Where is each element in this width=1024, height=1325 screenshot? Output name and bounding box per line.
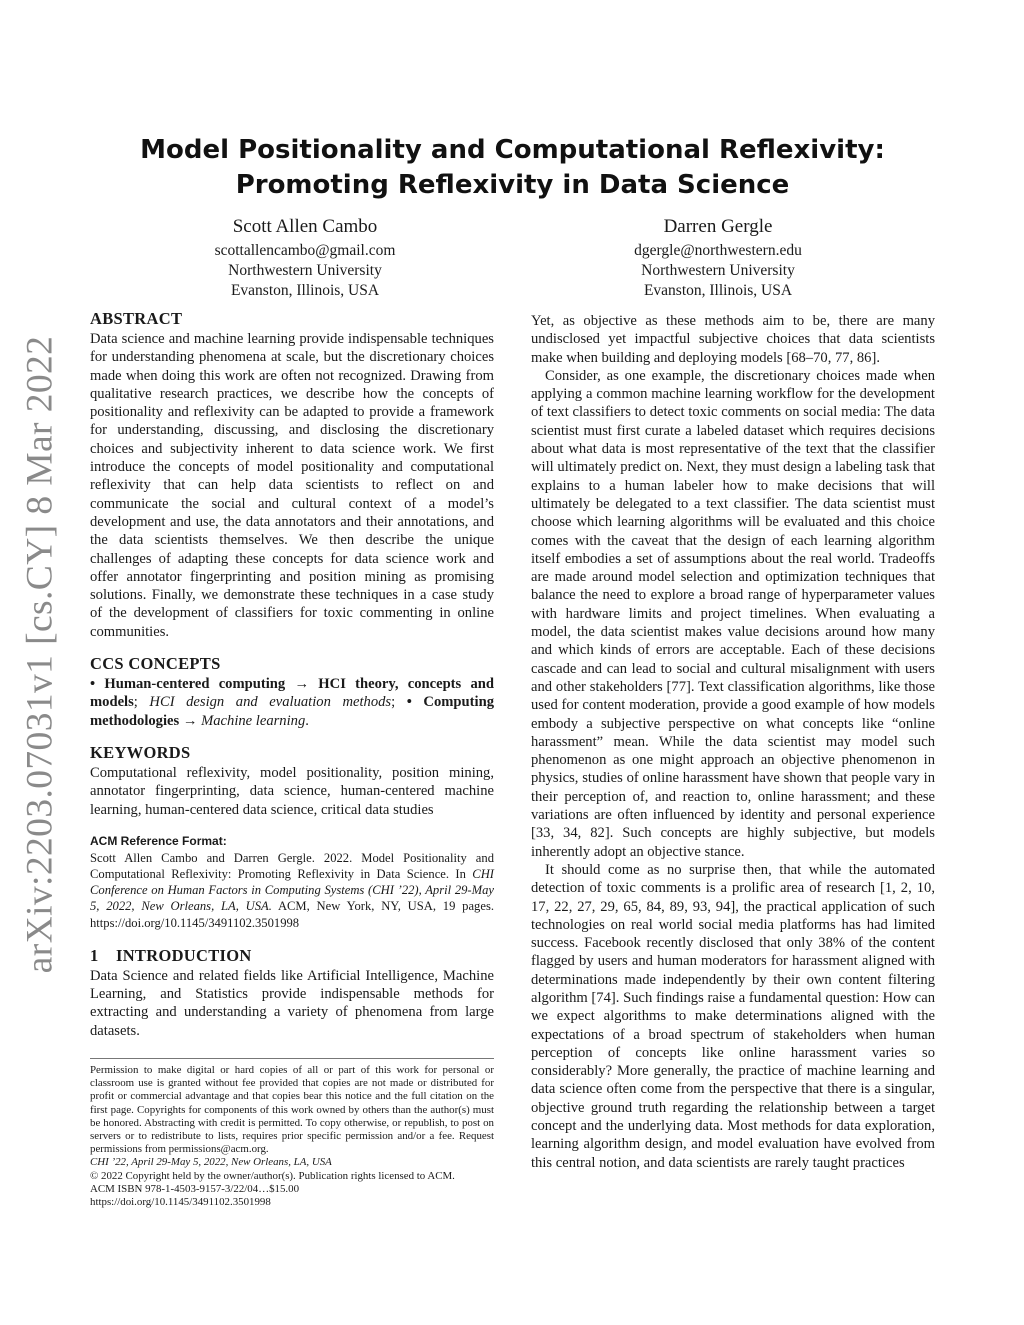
copyright-line: © 2022 Copyright held by the owner/author(s). Publication rights licensed to ACM. bbox=[90, 1169, 455, 1182]
conference-line: CHI ’22, April 29-May 5, 2022, New Orleans, LA, USA bbox=[90, 1156, 332, 1169]
ccs-arrow: → bbox=[294, 676, 310, 693]
ccs-bullet-2: • Computing methodologies bbox=[90, 694, 494, 729]
ccs-concepts: • Human-centered computing → HCI theory, concepts and models; HCI design and evaluation methods; • Computing methodologies → Machine learning. bbox=[90, 676, 494, 729]
ccs-concept-1b: HCI design and evaluation methods bbox=[149, 694, 392, 711]
author-name: Scott Allen Cambo bbox=[232, 216, 378, 237]
right-column bbox=[531, 312, 935, 1172]
author-block-1 bbox=[140, 215, 470, 301]
body-paragraph-3: It should come as no surprise then, that while the automated detection of toxic comments is a prolific area of research [1, 2, 10, 17, 22, 27, 29, 65, 84, 89, 93, 94], the practical application of such technologies on real world social media platforms has had limited success. Facebook recently disclosed that only 38% of the content flagged by users and human moderators for harassment aligned with determinations made independently by their own content filtering algorithm [74]. Such findings raise a fundamental question: How can we expect algorithms to make determinations aligned with the expectations of a broad spectrum of stakeholders when human perception of concepts like online harassment varies so considerably? More generally, the practice of machine learning and data science often come from the perspective that there is a singular, objective ground truth regarding the relationship between a target concept and the underlying data. Most methods for data exploration, learning algorithm design, and model evaluation have evolved from this central notion, and data scientists are rarely taught practices bbox=[531, 861, 935, 1171]
author-email[interactable]: scottallencambo@gmail.com bbox=[214, 242, 396, 259]
ccs-concept-2: Machine learning bbox=[201, 712, 306, 729]
author-name: Darren Gergle bbox=[663, 216, 773, 237]
ccs-arrow: → bbox=[182, 712, 198, 729]
ccs-bullet-1: • Human-centered computing bbox=[90, 676, 286, 693]
abstract-heading: ABSTRACT bbox=[90, 309, 183, 328]
abstract-text: Data science and machine learning provide indispensable techniques for understanding phenomena at scale, but the discretionary choices made when doing this work are often not recognized. Drawing from qualitative research practices, we describe how the concepts of positionality and reflexivity can be adapted to provide a framework for understanding, discussing, and disclosing the discretionary choices and subjectivity inherent to data science work. We first introduce the concepts of model positionality and computational reflexivity that can help data scientists to reflect on and communicate the social and cultural context of a model’s development and use, the data annotators and their annotations, and the data scientists themselves. We then describe the unique challenges of adapting these concepts for data science work and offer annotator fingerprinting and position mining as promising solutions. Finally, we demonstrate these techniques in a case study of the development of classifiers for toxic commenting in online communities. bbox=[90, 331, 494, 640]
left-column bbox=[90, 308, 494, 1209]
author-block-2 bbox=[553, 215, 883, 301]
introduction-paragraph: Data Science and related fields like Artificial Intelligence, Machine Learning, and Statistics provide indispensable methods for extracting and understanding a variety of phenomena from large datasets. bbox=[90, 967, 494, 1039]
permission-notice: Permission to make digital or hard copies of all or part of this work for personal or classroom use is granted without fee provided that copies are not made or distributed for profit or commercial advantage and that copies bear this notice and the full citation on the first page. Copyrights for components of this work owned by others than the author(s) must be honored. Abstracting with credit is permitted. To copy otherwise, or republish, to post on servers or to redistribute to lists, requires prior specific permission and/or a fee. Request permissions from permissions@acm.org. bbox=[90, 1064, 494, 1156]
section-number: 1 bbox=[90, 945, 99, 965]
ccs-heading: CCS CONCEPTS bbox=[90, 654, 221, 674]
body-paragraph-2: Consider, as one example, the discretionary choices made when applying a common machine learning workflow for the development of text classifiers to detect toxic comments on social media: The data scientist must first curate a labeled dataset which requires decisions about what data is most representative of the text that the classifier will ultimately predict on. Next, they must design a labeling task that explains to a human labeler how to make decisions that will ultimately be delegated to a text classifier. The data scientist must choose which learning algorithms will be evaluated and this choice comes with the caveat that the design of each learning algorithm itself embodies a set of assumptions about the real world. Tradeoffs are made around model selection and optimization techniques that balance the need to explore a broad range of hyperparameter values with hardware limits and project timelines. When evaluating a model, the data scientist makes value decisions around how many and which kinds of errors are acceptable. Each of these decisions cascade and can lead to social and cultural misalignment with users and other stakeholders [77]. Text classification algorithms, like those used for content moderation, provide a good example of how models embody a subjective perspective on what concepts like “online harassment” mean. While the data scientist may model such phenomenon as one might approach an objective phenomenon in physics, studies of online harassment have shown that people vary in their perception of, and reaction to, online harassment; and these variations are often influenced by identity and personal experience [33, 34, 82]. Such concepts are highly subjective, but models inherently adopt an objective stance. bbox=[531, 367, 935, 860]
acm-reference-venue: CHI Conference on Human Factors in Computing Systems (CHI ’22), April 29-May 5, 2022, New Orleans, LA, USA. bbox=[90, 867, 494, 914]
keywords-text: Computational reflexivity, model positionality, position mining, annotator fingerprinting, data science, human-centered machine learning, human-centered data science, critical data studies bbox=[90, 764, 494, 818]
author-email[interactable]: dgergle@northwestern.edu bbox=[634, 242, 802, 259]
arxiv-identifier-text: arXiv:2203.07031v1 [cs.CY] 8 Mar 2022 bbox=[19, 335, 61, 973]
keywords-heading: KEYWORDS bbox=[90, 742, 191, 762]
author-location: Evanston, Illinois, USA bbox=[643, 282, 793, 299]
author-location: Evanston, Illinois, USA bbox=[230, 282, 380, 299]
body-paragraph-1: Yet, as objective as these methods aim to be, there are many undisclosed yet impactful subjective choices that data scientists make when building and deploying models [68–70, 77, 86]. bbox=[531, 313, 935, 366]
acm-reference-heading: ACM Reference Format: bbox=[90, 833, 227, 848]
introduction-heading: 1 INTRODUCTION bbox=[90, 945, 252, 965]
footer-divider bbox=[90, 1058, 494, 1059]
author-affiliation: Northwestern University bbox=[228, 262, 382, 279]
author-affiliation: Northwestern University bbox=[641, 262, 795, 279]
ccs-concept-1: HCI theory, concepts and models bbox=[90, 676, 494, 711]
paper-title: Model Positionality and Computational Reflexivity: Promoting Reflexivity in Data Science bbox=[140, 135, 885, 200]
arxiv-identifier bbox=[18, 335, 62, 973]
isbn-line: ACM ISBN 978-1-4503-9157-3/22/04…$15.00 bbox=[90, 1182, 300, 1195]
doi-link[interactable]: https://doi.org/10.1145/3491102.3501998 bbox=[90, 1196, 271, 1209]
acm-reference-text: Scott Allen Cambo and Darren Gergle. 2022. Model Positionality and Computational Reflexivity: Promoting Reflexivity in Data Science. In CHI Conference on Human Factors in Computing Systems (CHI ’22), April 29-May 5, 2022, New Orleans, LA, USA. ACM, New York, NY, USA, 19 pages. https://doi.org/10.1145/3491102.3501998 bbox=[90, 850, 494, 930]
